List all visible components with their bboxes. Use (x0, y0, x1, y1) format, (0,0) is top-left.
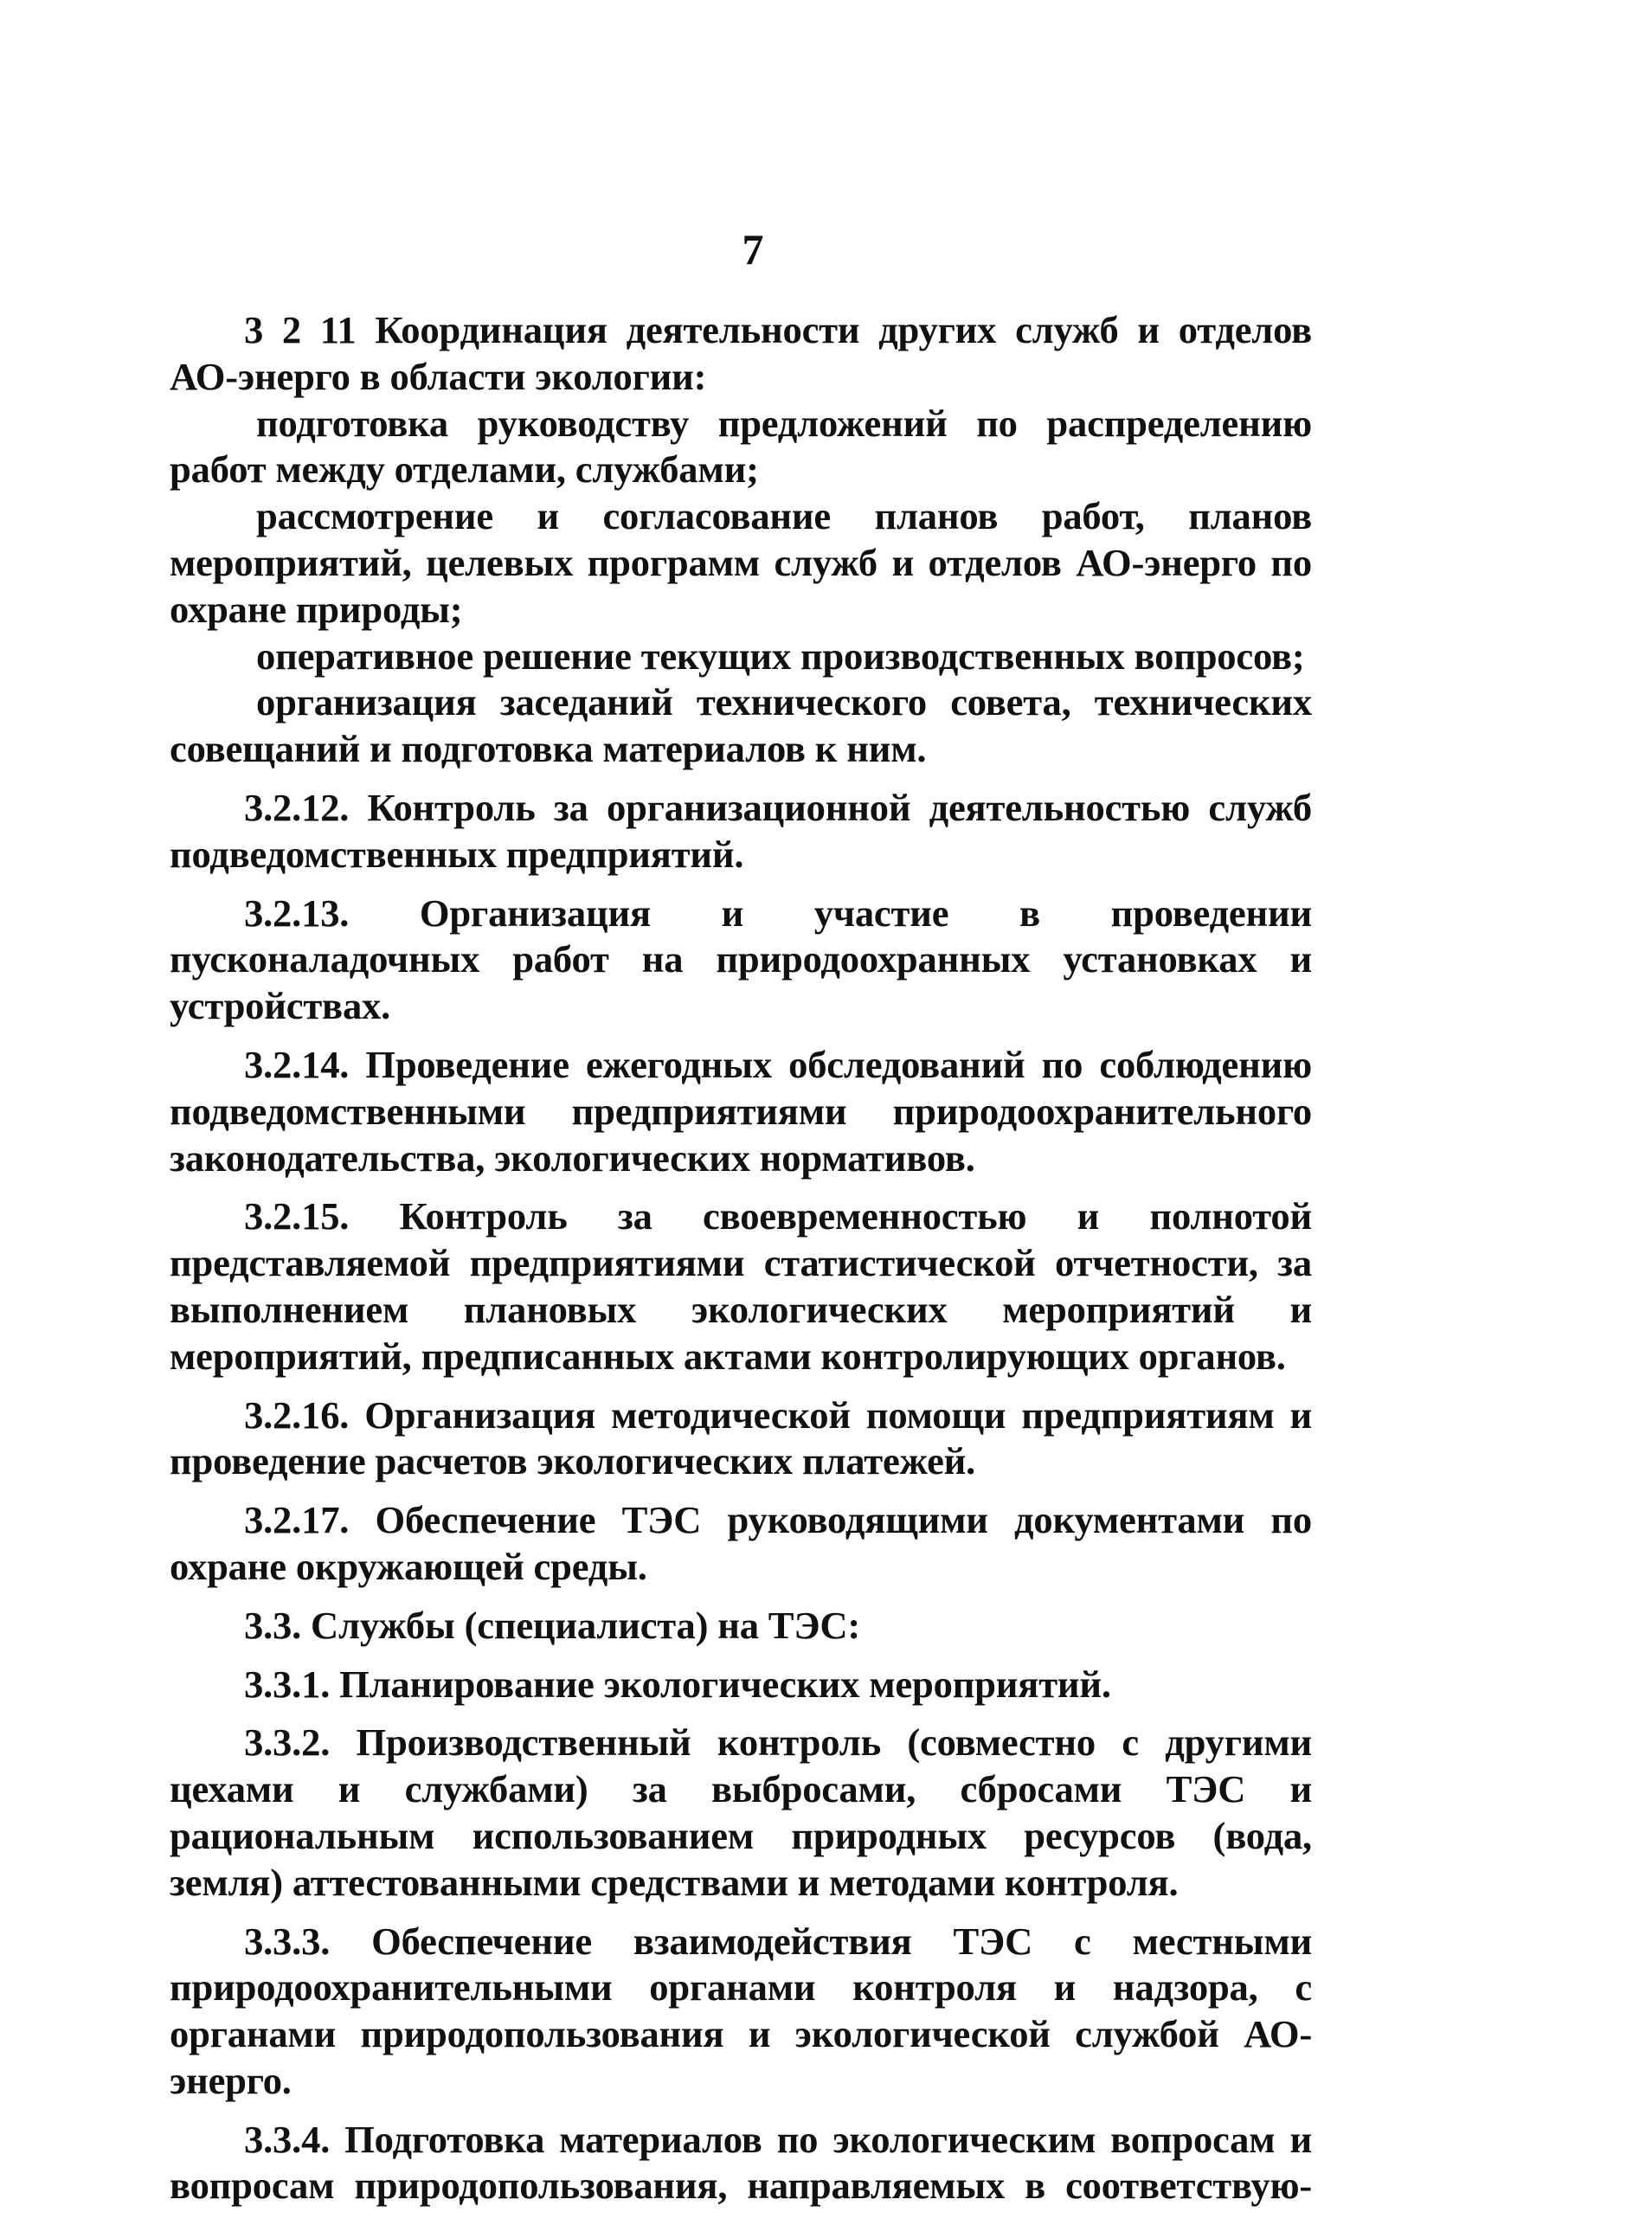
page-body (170, 307, 1312, 2209)
paragraph-3-3-3: 3.3.3. Обеспечение взаимодействия ТЭС с местными природоохранительными органами контроля и надзора, с органами природопользования и экологической службой АО-энерго. (170, 1919, 1312, 2102)
paragraph-3-2-11-item-4: организация заседаний технического совета, технических совещаний и подготовка материалов к ним. (170, 680, 1312, 771)
paragraph-3-3-1: 3.3.1. Планирование экологических мероприятий. (244, 1662, 1111, 1706)
paragraph-3-2-15: 3.2.15. Контроль за своевременностью и полнотой представляемой предприятиями статистической отчетности, за выполнением плановых экологических мероприятий и мероприятий, предписанных актами контролирующих органов. (170, 1194, 1312, 1378)
paragraph-3-2-11-item-1: подготовка руководству предложений по распределению работ между отделами, службами; (170, 401, 1312, 492)
paragraph-3-3-4: 3.3.4. Подготовка материалов по экологическим вопросам и вопросам природопользования, направляемых в соответствую- (170, 2117, 1312, 2208)
paragraph-3-3-2: 3.3.2. Производственный контроль (совместно с другими цехами и службами) за выбросами, сбросами ТЭС и рациональным использованием природных ресурсов (вода, земля) аттестованными средствами и методами контроля. (170, 1720, 1312, 1904)
paragraph-3-2-14: 3.2.14. Проведение ежегодных обследований по соблюдению подведомственными предприятиями природоохранительного законодательства, экологических нормативов. (170, 1042, 1312, 1180)
page-number: 7 (742, 225, 764, 273)
paragraph-3-2-17: 3.2.17. Обеспечение ТЭС руководящими документами по охране окружающей среды. (170, 1498, 1312, 1588)
paragraph-3-2-13: 3.2.13. Организация и участие в проведении пусконаладочных работ на природоохранных установках и устройствах. (170, 891, 1312, 1028)
paragraph-3-2-11-item-2: рассмотрение и согласование планов работ, планов мероприятий, целевых программ служб и отделов АО-энерго по охране природы; (170, 494, 1312, 631)
paragraph-3-2-11: 3 2 11 Координация деятельности других служб и отделов АО-энерго в области экологии: (170, 308, 1312, 398)
paragraph-3-2-11-item-3: оперативное решение текущих производственных вопросов; (256, 633, 1305, 678)
paragraph-3-2-16: 3.2.16. Организация методической помощи предприятиям и проведение расчетов экологических платежей. (170, 1392, 1312, 1483)
paragraph-3-2-12: 3.2.12. Контроль за организационной деятельностью служб подведомственных предприятий. (170, 785, 1312, 876)
section-heading-3-3: 3.3. Службы (специалиста) на ТЭС: (244, 1603, 861, 1647)
